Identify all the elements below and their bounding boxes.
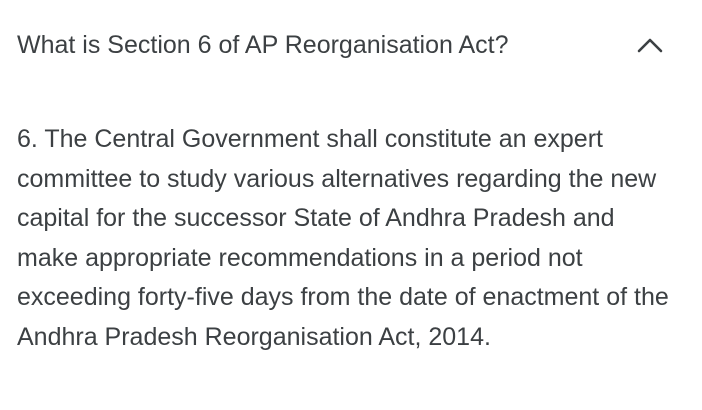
- faq-answer-text: 6. The Central Government shall constitute an expert committee to study various alternatives regarding the new capital for the successor State of Andhra Pradesh and make appropriate recommendations in a period not exceeding forty-five days from the date of enactment of the Andhra Pradesh Reorganisation Act, 2014.: [17, 125, 669, 351]
- faq-question-text: What is Section 6 of AP Reorganisation Act?: [17, 31, 509, 59]
- chevron-up-icon[interactable]: [635, 30, 665, 60]
- faq-question-header[interactable]: [17, 24, 667, 66]
